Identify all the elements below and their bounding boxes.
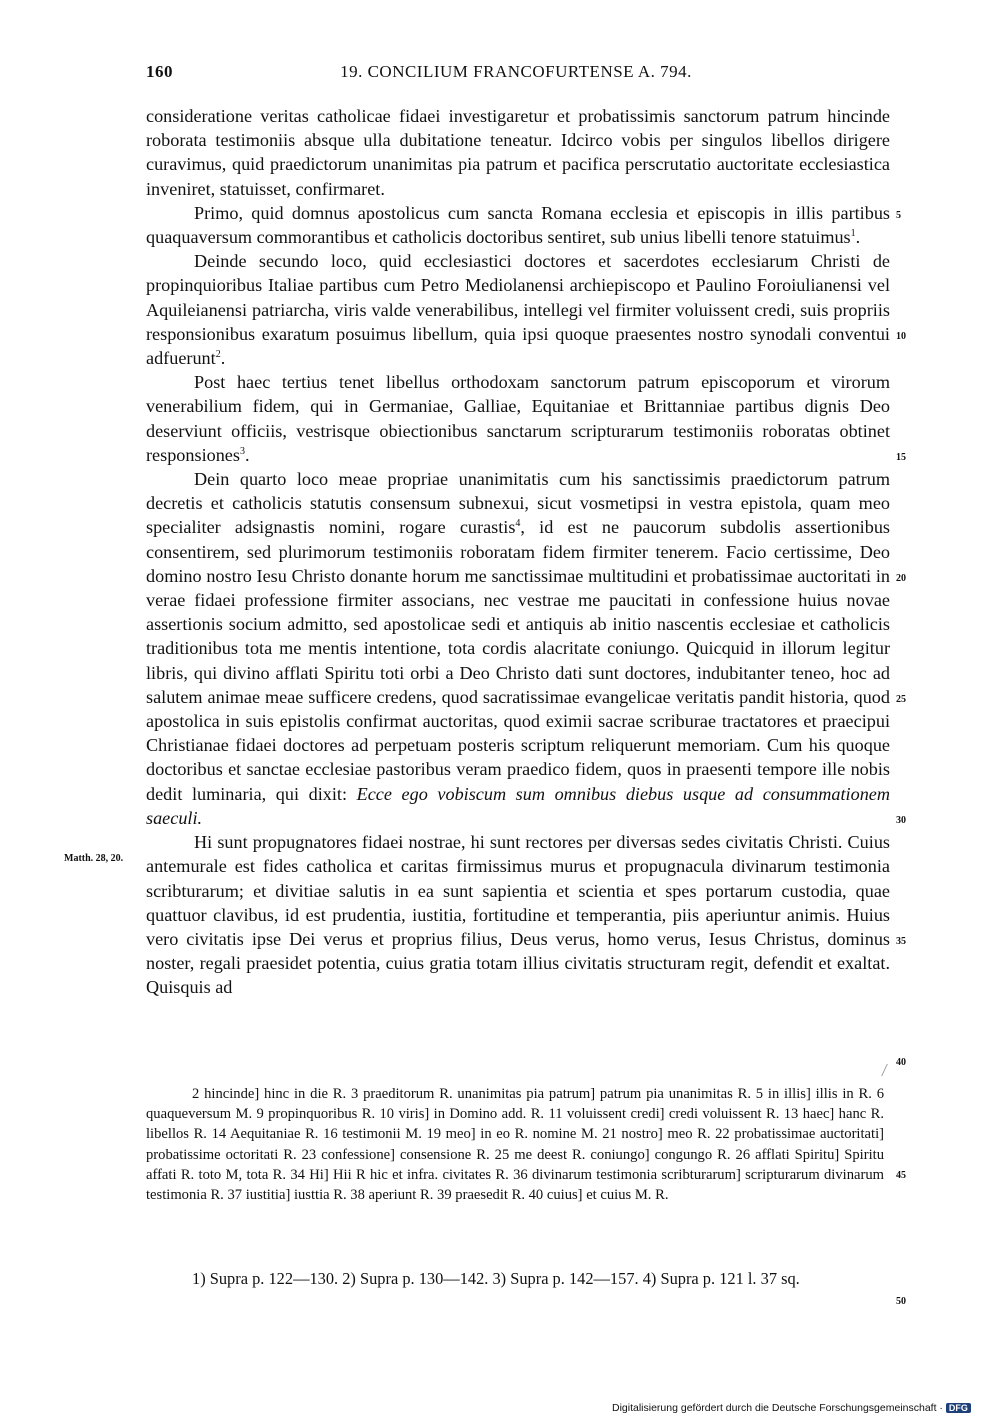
footnotes-text: 1) Supra p. 122—130. 2) Supra p. 130—142. 3) Supra p. 142—157. 4) Supra p. 121 l. 37 sq. — [192, 1269, 800, 1288]
footnote-ref-3[interactable]: 3 — [239, 445, 245, 457]
line-number: 20 — [896, 573, 906, 584]
line-number: 25 — [896, 694, 906, 705]
digitization-credit — [612, 1402, 971, 1414]
paragraph-5 — [146, 467, 890, 830]
footnote-ref-2[interactable]: 2 — [215, 348, 221, 360]
paragraph-2 — [146, 201, 890, 249]
running-title: 19. CONCILIUM FRANCOFURTENSE A. 794. — [340, 62, 692, 81]
paragraph-4 — [146, 370, 890, 467]
paragraph-3 — [146, 249, 890, 370]
line-number: 15 — [896, 452, 906, 463]
footnote-ref-4[interactable]: 4 — [515, 518, 521, 530]
line-number: 35 — [896, 936, 906, 947]
paragraph-2-end: . — [855, 227, 861, 248]
line-number: 40 — [896, 1057, 906, 1068]
page-number: 160 — [146, 62, 173, 81]
scripture-quote: Ecce ego vobiscum sum omnibus diebus usque ad consummationem saeculi. — [146, 783, 890, 828]
margin-reference: Matth. 28, 20. — [64, 853, 124, 864]
apparatus-text: 2 hincinde] hinc in die R. 3 praeditorum R. unanimitas pia patrum] patrum pia unanimitas R. 5 in illis] illis in R. 6 quaqueversum M. 9 propinquoribus R. 10 viris] in Domino add. R. 11 voluissent credi] credi voluissent R. 13 haec] hanc R. libellos R. 14 Aequitaniae R. 16 testimonii M. 19 meo] in eo R. nomine M. 21 nostro] meo R. 22 probatissimae auctoritati] probatissime octoritati R. 23 confessione] consensione R. 25 me deest R. coniungo] congungo R. 26 afflati Spiritu] Spiritu affati R. toto M, tota R. 34 Hi] Hii R hic et infra. civitates R. 36 divinarum testimonia scribturarum] scripturarum divinarum testimonia R. 37 iustitia] iusttia R. 38 aperiunt R. 39 praesedit R. 40 cuius] et cuius M. R. — [146, 1086, 884, 1204]
line-number: 10 — [896, 331, 906, 342]
dfg-logo: DFG — [946, 1403, 971, 1413]
critical-apparatus — [146, 1084, 884, 1205]
credit-text: Digitalisierung gefördert durch die Deutsche Forschungsgemeinschaft · — [612, 1402, 943, 1414]
paragraph-1: consideratione veritas catholicae fidaei investigaretur et probatissimis sanctorum patrum hincinde roborata testimoniis absque ulla dubitatione teneatur. Idcirco vobis per singulos libellos dirigere curavimus, quid praedictorum unanimitas pia patrum et pacifica perscrutatio auctoritate ecclesiastica inveniret, statuisset, confirmaret. — [146, 106, 890, 199]
paragraph-2-text: Primo, quid domnus apostolicus cum sancta Romana ecclesia et episcopis in illis partibus quaquaversum commorantibus et catholicis doctoribus sentiret, sub unius libelli tenore statuimus — [146, 202, 890, 248]
footnote-ref-1[interactable]: 1 — [850, 227, 856, 239]
paragraph-5-text-b: , id est ne paucorum subdolis assertionibus consentirem, sed plurimorum testimoniis roboratam fidem firmiter tenerem. Facio certissime, Deo domino nostro Iesu Christo donante horum me sanctissimae multitudini et probatissimae auctoritati in verae fidaei professione firmiter associans, nec vestrae me paucitati in confessione huius novae assertionis socium admitto, sed apostolicae sedi et antiquis ab initio nascentis ecclesiae et catholicis traditionibus tota me mentis intentione, tota cordis alacritate coniungo. Quicquid in illorum legitur libris, qui divino afflati Spiritu toti orbi a Deo Christo dati sunt doctores, indubitanter teneo, hoc ad salutem animae meae sufficere credens, quod sacratissimae evangelicae veritatis pandit historia, quod apostolica in suis epistolis confirmat auctoritas, quod eximii sacrae scriburae tractatores et praecipui Christianae fidaei doctores ad perpetuam posteris scriptum reliquerunt memoriam. Cum his quoque doctoribus et sanctae ecclesiae pastoribus veram praedico fidem, quos in praesenti tempore ille nobis dedit luminaria, qui dixit: — [146, 517, 890, 804]
running-header — [146, 62, 886, 88]
line-number: 50 — [896, 1296, 906, 1307]
main-text — [146, 104, 890, 1000]
separator-mark — [881, 1064, 890, 1076]
footnotes — [146, 1268, 886, 1290]
paragraph-5-text-a: Dein quarto loco meae propriae unanimitatis cum his sanctissimis praedictorum patrum decretis et catholicis statutis consensum subnexui, sicut vosmetipsi in vestra epistola, quam meo specialiter adsignastis nomini, rogare curastis — [146, 469, 890, 538]
paragraph-6: Hi sunt propugnatores fidaei nostrae, hi sunt rectores per diversas sedes civitatis Christi. Cuius antemurale est fides catholica et caritas firmissimus murus et propugnacula divinarum testimonia scribturarum; et divitiae salutis in ea sunt sapientia et scientia et spes portarum custodia, quae quattuor clavibus, id est prudentia, iustitia, fortitudine et temperantia, piis aperiuntur animis. Huius vero civitatis ipse Dei verus et proprius filius, Deus verus, homo verus, Iesus Christus, dominus noster, regali praesidet potentia, cuius gratia totam illius civitatis structuram regit, defendit et exaltat. Quisquis ad — [146, 832, 890, 998]
line-number: 45 — [896, 1170, 906, 1181]
paragraph-4-end: . — [244, 444, 250, 465]
line-number: 30 — [896, 815, 906, 826]
paragraph-3-text: Deinde secundo loco, quid ecclesiastici doctores et sacerdotes ecclesiarum Christi de propinquioribus Italiae partibus cum Petro Mediolanensi archiepiscopo et Paulino Foroiulianensi vel Aquileianensi patriarcha, viris valde venerabilibus, intellegi vel firmiter voluissent credi, suis propriis responsionibus exaratum posuimus libellum, quia ipsi quoque praesentes nostro synodali conventui adfuerunt — [146, 251, 890, 369]
paragraph-3-end: . — [220, 348, 226, 369]
line-number: 5 — [896, 210, 901, 221]
paragraph-4-text: Post haec tertius tenet libellus orthodoxam sanctorum patrum episcoporum et virorum venerabilium fidem, qui in Germaniae, Galliae, Equitaniae et Brittanniae partibus dignis Deo deserviunt officiis, vestrisque obiectionibus sanctarum scripturarum testimoniis roboratas obtinet responsiones — [146, 372, 890, 465]
